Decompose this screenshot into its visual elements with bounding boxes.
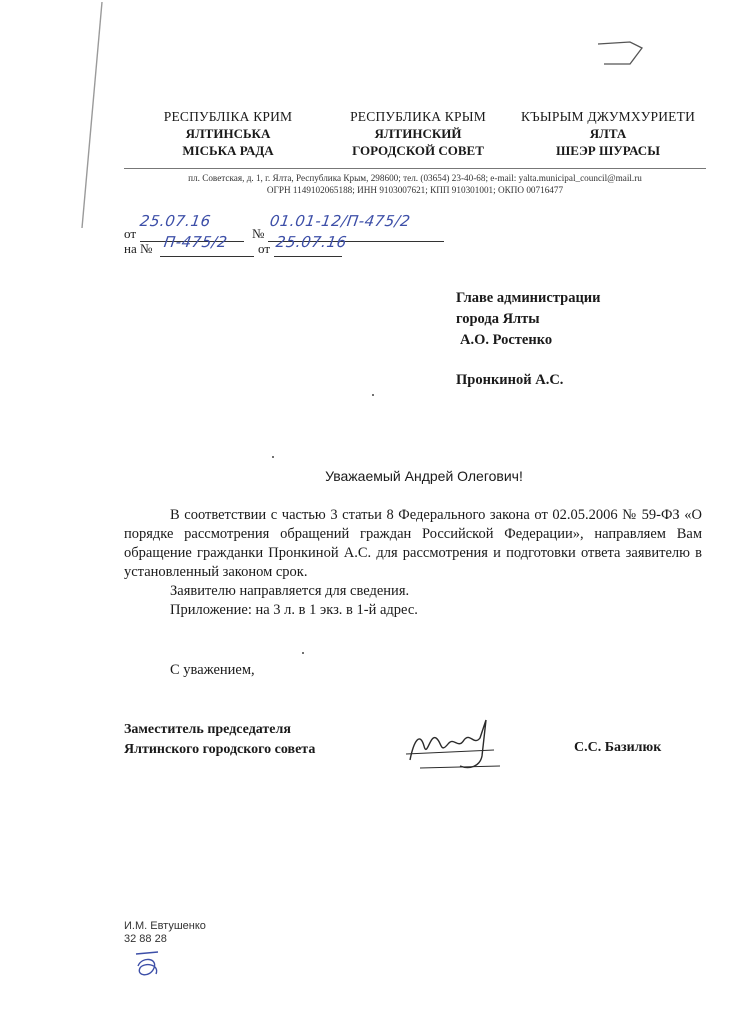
signer-name: С.С. Базилюк: [574, 740, 662, 755]
header-crh-line2: ЯЛТА: [589, 126, 627, 141]
header-registry-codes: ОГРН 1149102065188; ИНН 9103007621; КПП 910301001; ОКПО 00716477: [266, 185, 564, 195]
body-paragraph-3: Приложение: на 3 л. в 1 экз. в 1-й адрес.: [170, 602, 418, 618]
header-ua-line1: РЕСПУБЛІКА КРИМ: [163, 109, 293, 124]
addressee-line3: А.О. Ростенко: [460, 332, 553, 348]
handwritten-signature: [400, 710, 510, 780]
scan-speck: [302, 652, 304, 654]
executor-phone: 32 88 28: [124, 933, 167, 945]
header-ua-line2: ЯЛТИНСЬКА: [185, 126, 271, 141]
header-address: пл. Советская, д. 1, г. Ялта, Республика Крым, 298600; тел. (03654) 23-40-68; e-mail: yalta.municipal_council@mail.ru: [188, 173, 642, 183]
letter-body: [124, 506, 702, 620]
header-ukrainian: [128, 108, 328, 159]
handwritten-corner-mark: [590, 34, 650, 68]
header-ru-line3: ГОРОДСКОЙ СОВЕТ: [352, 143, 484, 158]
signer-position-line2: Ялтинского городского совета: [124, 742, 316, 757]
signer-position-line1: Заместитель председателя: [124, 722, 291, 737]
executor-block: [124, 920, 206, 946]
header-russian: [318, 108, 518, 159]
addressee-line1: Главе администрации: [456, 290, 601, 306]
number-label: №: [252, 226, 265, 241]
header-ua-line3: МІСЬКА РАДА: [182, 143, 274, 158]
header-crimean-tatar: [508, 108, 708, 159]
reply-date-line: [274, 256, 342, 257]
reply-number-handwritten: П-475/2: [162, 233, 229, 251]
closing: С уважением,: [170, 662, 255, 678]
header-divider: [124, 168, 706, 169]
header-ru-line1: РЕСПУБЛИКА КРЫМ: [350, 109, 486, 124]
from-label: от: [124, 226, 137, 241]
addressee-line2: города Ялты: [456, 311, 540, 327]
body-paragraph-2: Заявителю направляется для сведения.: [170, 583, 410, 599]
reply-date-handwritten: 25.07.16: [274, 233, 349, 251]
executor-name: И.М. Евтушенко: [124, 920, 206, 932]
addressee-copy: Пронкиной А.С.: [456, 372, 564, 388]
scan-speck: [272, 456, 274, 458]
scan-edge-mark: [80, 0, 110, 230]
header-crh-line3: ШЕЭР ШУРАСЫ: [556, 143, 660, 158]
body-paragraph-1: В соответствии с частью 3 статьи 8 Федерального закона от 02.05.2006 № 59-ФЗ «О порядке рассмотрения обращений граждан Российской Федерации», направляем Вам обращение гражданки Пронкиной А.С. для рассмотрения и подготовки ответа заявителю в установленный законом срок.: [124, 507, 702, 580]
handwritten-initial-mark: [130, 946, 170, 980]
reply-number-line: [160, 256, 254, 257]
salutation: Уважаемый Андрей Олегович!: [325, 468, 523, 484]
from-date-handwritten: 25.07.16: [138, 212, 213, 230]
scan-speck: [372, 394, 374, 396]
signer-position: [124, 720, 315, 760]
header-crh-line1: КЪЫРЫМ ДЖУМХУРИЕТИ: [520, 109, 696, 124]
addressee-block: [456, 288, 601, 351]
reply-number-label: на №: [124, 241, 153, 256]
header-ru-line2: ЯЛТИНСКИЙ: [374, 126, 462, 141]
reply-from-label: от: [258, 241, 271, 256]
number-handwritten: 01.01-12/П-475/2: [268, 212, 412, 230]
